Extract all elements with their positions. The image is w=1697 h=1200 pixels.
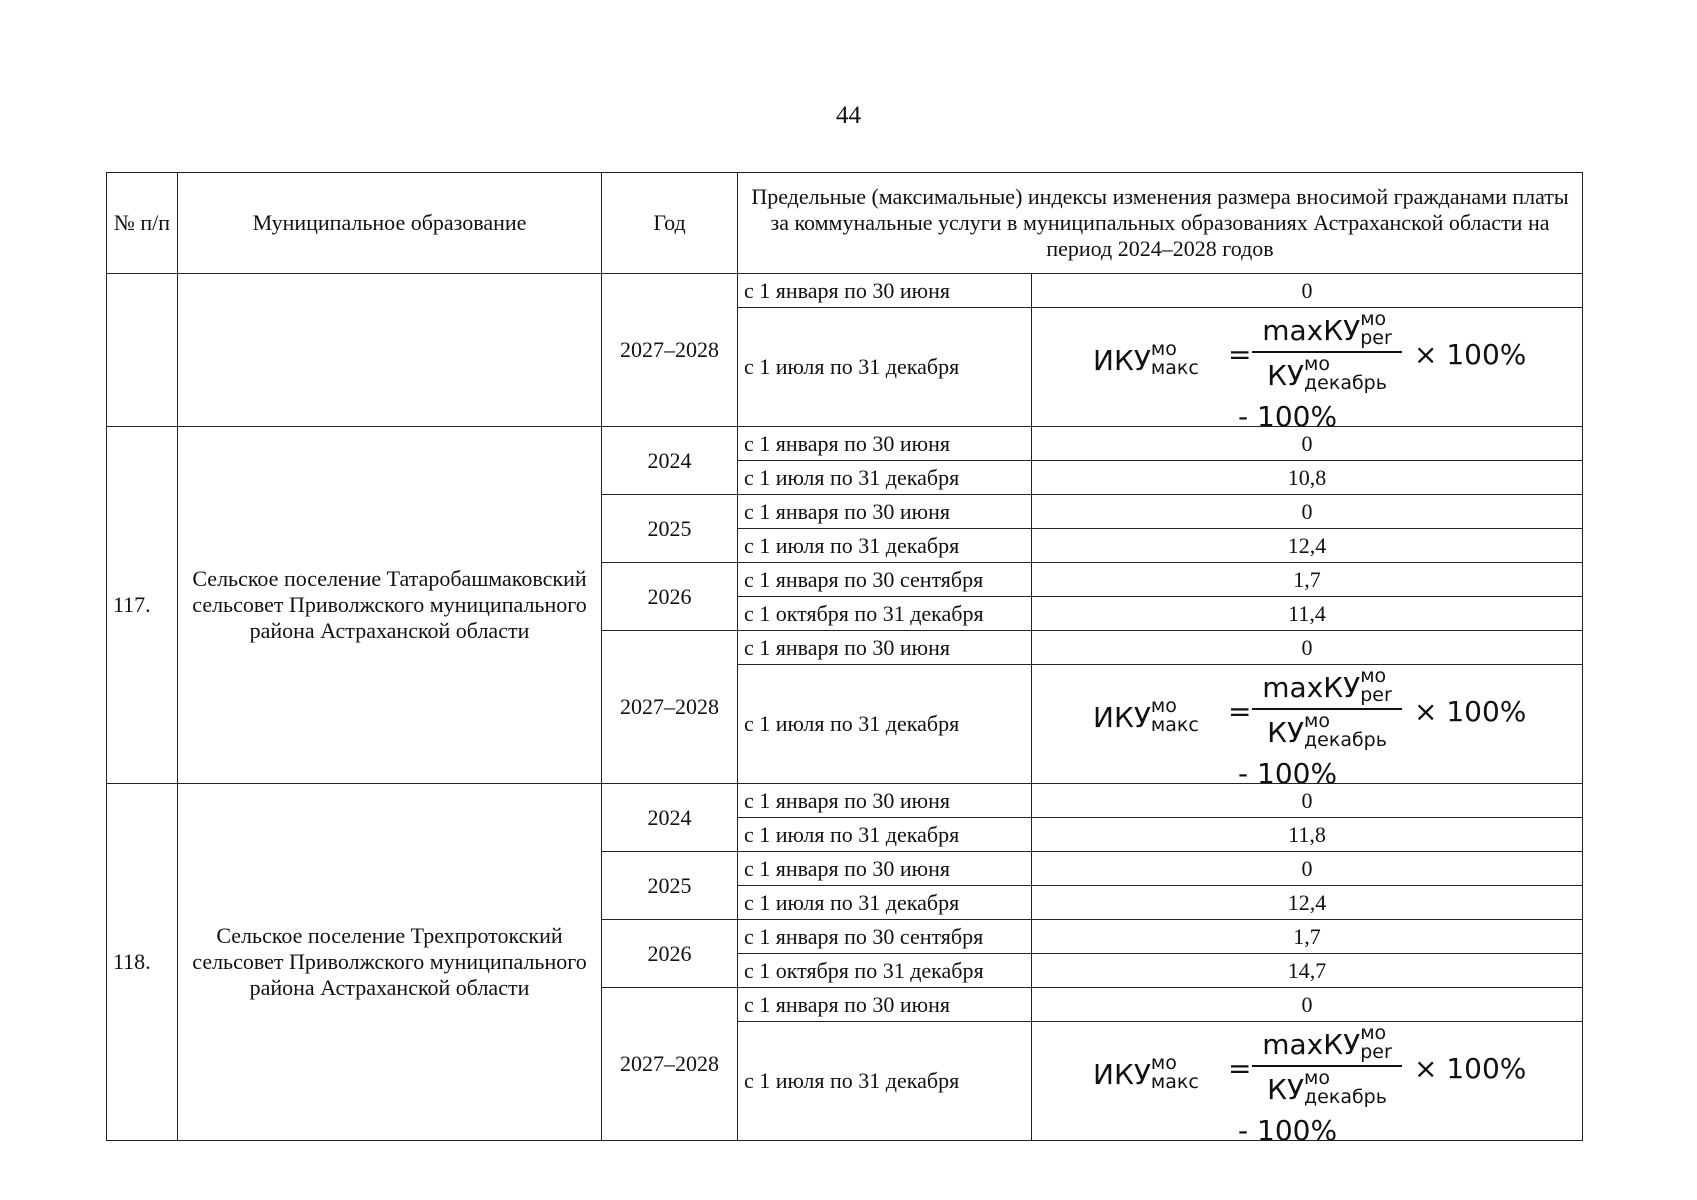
period-cell: с 1 января по 30 сентября: [738, 563, 1032, 597]
year-cell: 2027–2028: [602, 274, 738, 427]
formula-lhs: ИКУ мо макс: [1093, 1052, 1199, 1093]
year-cell: 2027–2028: [602, 631, 738, 784]
formula-lhs: ИКУ мо макс: [1093, 338, 1199, 379]
value-cell: 0: [1032, 988, 1583, 1022]
period-cell: с 1 января по 30 сентября: [738, 920, 1032, 954]
header-municipality: Муниципальное образование: [178, 173, 602, 274]
row-number: 118.: [107, 784, 178, 1141]
period-cell: с 1 июля по 31 декабря: [738, 665, 1032, 784]
period-cell: с 1 июля по 31 декабря: [738, 1022, 1032, 1141]
period-cell: с 1 января по 30 июня: [738, 274, 1032, 308]
period-cell: с 1 июля по 31 декабря: [738, 818, 1032, 852]
municipality-name: Сельское поселение Татаробашмаковский сельсовет Приволжского муниципального района Астраханской области: [178, 427, 602, 784]
value-cell: 0: [1032, 784, 1583, 818]
period-cell: с 1 июля по 31 декабря: [738, 308, 1032, 427]
formula-fraction: [1252, 310, 1402, 393]
formula-cell: [1032, 1022, 1583, 1141]
year-cell: 2024: [602, 427, 738, 495]
header-year: Год: [602, 173, 738, 274]
table-row: [107, 427, 1583, 461]
value-cell: 12,4: [1032, 529, 1583, 563]
formula-equals: =: [1228, 695, 1252, 728]
period-cell: с 1 июля по 31 декабря: [738, 886, 1032, 920]
value-cell: 0: [1032, 631, 1583, 665]
index-formula: [1032, 1022, 1582, 1140]
period-cell: с 1 июля по 31 декабря: [738, 461, 1032, 495]
year-cell: 2025: [602, 495, 738, 563]
value-cell: 0: [1032, 427, 1583, 461]
period-cell: с 1 января по 30 июня: [738, 852, 1032, 886]
value-cell: 12,4: [1032, 886, 1583, 920]
page-number: 44: [836, 102, 861, 129]
table-row: [107, 784, 1583, 818]
formula-times: × 100%: [1414, 695, 1527, 728]
header-row: [107, 173, 1583, 274]
formula-tail: - 100%: [1238, 757, 1338, 784]
value-cell: 1,7: [1032, 920, 1583, 954]
index-formula: [1032, 308, 1582, 426]
value-cell: 11,4: [1032, 597, 1583, 631]
year-cell: 2026: [602, 563, 738, 631]
index-formula: [1032, 665, 1582, 783]
value-cell: 0: [1032, 495, 1583, 529]
value-cell: 0: [1032, 274, 1583, 308]
formula-denominator: КУ мо декабрь: [1267, 710, 1387, 751]
formula-denominator: КУ мо декабрь: [1267, 1067, 1387, 1108]
header-num: № п/п: [107, 173, 178, 274]
value-cell: 14,7: [1032, 954, 1583, 988]
formula-fraction: [1252, 667, 1402, 750]
year-cell: 2026: [602, 920, 738, 988]
period-cell: с 1 июля по 31 декабря: [738, 529, 1032, 563]
municipality-name: Сельское поселение Трехпротокский сельсовет Приволжского муниципального района Астраханской области: [178, 784, 602, 1141]
formula-numerator: maxКУ мо per: [1262, 308, 1392, 349]
period-cell: с 1 октября по 31 декабря: [738, 597, 1032, 631]
formula-times: × 100%: [1414, 1052, 1527, 1085]
formula-tail: - 100%: [1238, 400, 1338, 427]
formula-lhs: ИКУ мо макс: [1093, 695, 1199, 736]
value-cell: 11,8: [1032, 818, 1583, 852]
value-cell: 10,8: [1032, 461, 1583, 495]
period-cell: с 1 октября по 31 декабря: [738, 954, 1032, 988]
period-cell: с 1 января по 30 июня: [738, 784, 1032, 818]
formula-cell: [1032, 665, 1583, 784]
formula-denominator: КУ мо декабрь: [1267, 353, 1387, 394]
formula-fraction: [1252, 1024, 1402, 1107]
year-cell: 2024: [602, 784, 738, 852]
formula-equals: =: [1228, 338, 1252, 371]
year-cell: 2025: [602, 852, 738, 920]
value-cell: 0: [1032, 852, 1583, 886]
formula-cell: [1032, 308, 1583, 427]
value-cell: 1,7: [1032, 563, 1583, 597]
period-cell: с 1 января по 30 июня: [738, 988, 1032, 1022]
header-index: Предельные (максимальные) индексы изменения размера вносимой гражданами платы за коммунальные услуги в муниципальных образованиях Астраханской области на период 2024–2028 годов: [738, 173, 1583, 274]
formula-times: × 100%: [1414, 338, 1527, 371]
period-cell: с 1 января по 30 июня: [738, 495, 1032, 529]
formula-tail: - 100%: [1238, 1114, 1338, 1141]
formula-equals: =: [1228, 1052, 1252, 1085]
cont-name-cell: [178, 274, 602, 427]
period-cell: с 1 января по 30 июня: [738, 631, 1032, 665]
cont-num-cell: [107, 274, 178, 427]
period-cell: с 1 января по 30 июня: [738, 427, 1032, 461]
table-row: [107, 274, 1583, 308]
row-number: 117.: [107, 427, 178, 784]
utility-index-table: [106, 172, 1583, 1141]
year-cell: 2027–2028: [602, 988, 738, 1141]
formula-numerator: maxКУ мо per: [1262, 1022, 1392, 1063]
formula-numerator: maxКУ мо per: [1262, 665, 1392, 706]
